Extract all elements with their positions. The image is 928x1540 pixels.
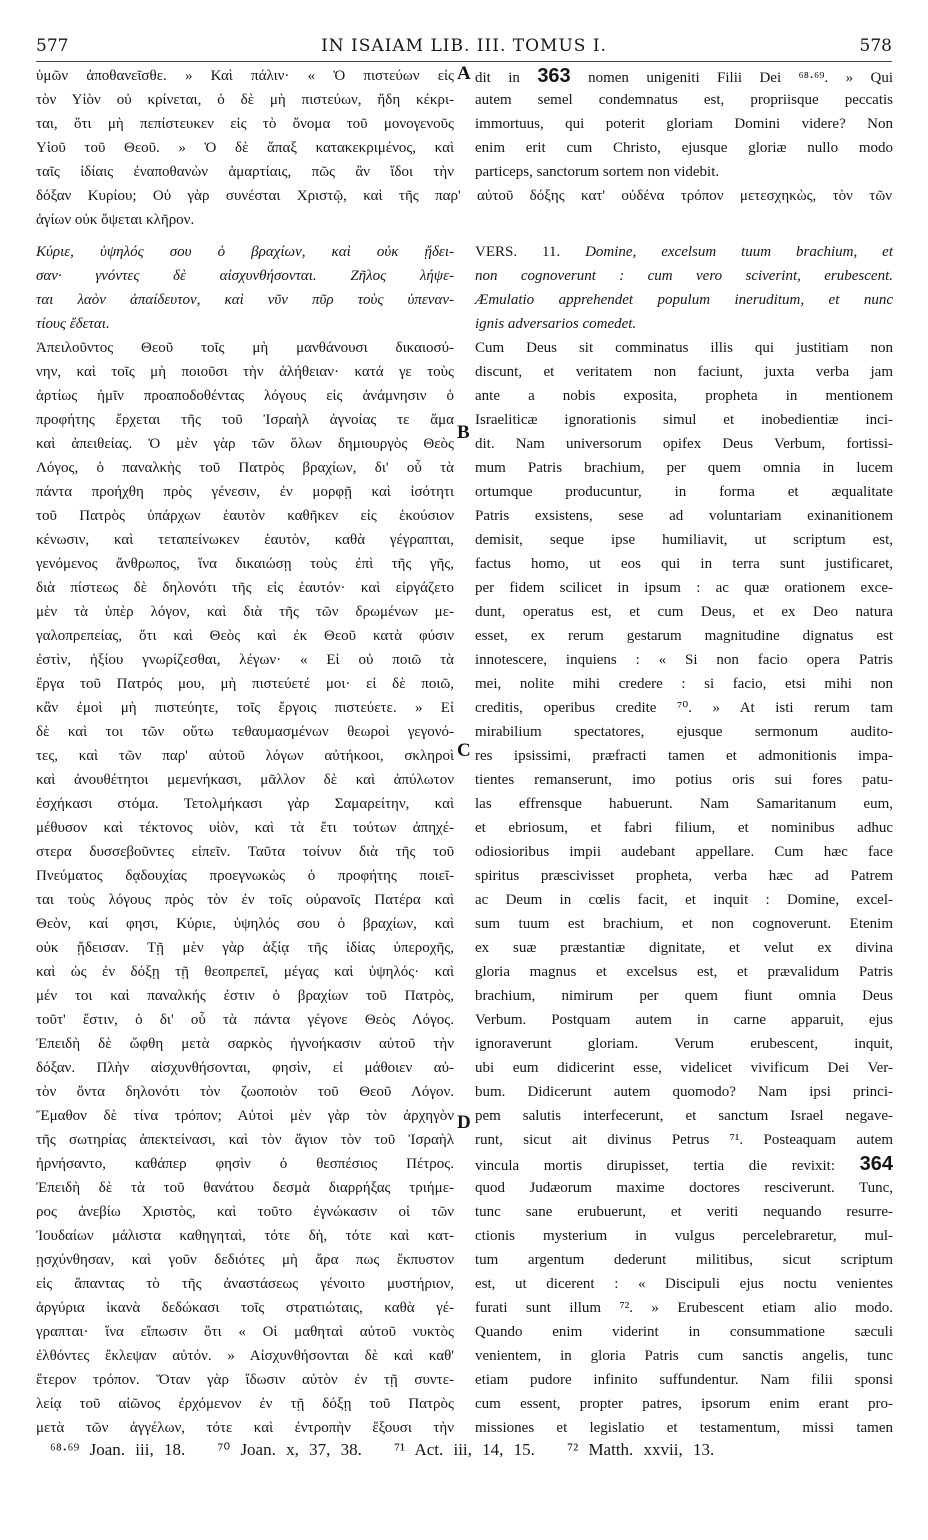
- latin-text-line: autem semel condemnatus est, propriisque peccatis: [475, 92, 893, 108]
- latin-text-line: ante a nobis exposita, propheta in mentionem: [475, 388, 893, 404]
- latin-text-line: pem salutis interfecerunt, et sanctum Israel negave-: [475, 1108, 893, 1124]
- latin-text-line: mum Patris brachium, per quem omnia in lucem: [475, 460, 893, 476]
- latin-text-fragment: dit in: [475, 70, 538, 86]
- latin-text-line: quod Judæorum maxime doctores resciverunt. Tunc,: [475, 1180, 893, 1196]
- greek-text-line: Ἀπειλοῦντος Θεοῦ τοῖς μὴ μανθάνουσι δικαιοσύ-: [36, 340, 454, 356]
- column-number: 364: [859, 1153, 893, 1175]
- greek-text-line: ται, ὅτι μὴ πεπίστευκεν εἰς τὸ ὄνομα τοῦ μονογενοῦς: [36, 116, 454, 132]
- latin-text-line: Cum Deus sit comminatus illis qui justitiam non: [475, 340, 893, 356]
- greek-text-line: ἐστὶν, ἠξίου γνωρίζεσθαι, λέγων· « Εἰ οὐ ποιῶ τὰ: [36, 652, 454, 668]
- greek-text-line: ρος ἀνεβίω Χριστὸς, καὶ τοῦτο ἐγνώκασιν οἱ τῶν: [36, 1204, 454, 1220]
- greek-text-line: γραπται· ἵνα εἴπωσιν ὅτι « Οἱ μαθηταὶ αὐτοῦ νυκτὸς: [36, 1324, 454, 1340]
- greek-text-line: στερα δυσσεβοῦντες εἰπεῖν. Ταῦτα τοίνυν διὰ τῆς τοῦ: [36, 844, 454, 860]
- latin-text-line: etiam pudore infinito suffundentur. Nam filii sponsi: [475, 1372, 893, 1388]
- latin-text-line: demisit, seque ipse humiliavit, ut scriptum est,: [475, 532, 893, 548]
- greek-text-line: τοῦ Πατρὸς ὑπάρχων ἑαυτὸν καθῆκεν εἰς ἑκούσιον: [36, 508, 454, 524]
- greek-text-line: Θεὸν, καί φησι, Κύριε, ὑψηλός σου ὁ βραχίων, καὶ: [36, 916, 454, 932]
- greek-text-line: εἰς ἅπαντας τὸ τῆς ἀναστάσεως γένοιτο μυστήριον,: [36, 1276, 454, 1292]
- page-number-left: 577: [36, 36, 69, 56]
- greek-text-line: μὲν τὰ ὑπὲρ λόγον, καὶ διὰ τῆς τῶν δρωμένων με-: [36, 604, 454, 620]
- greek-text-line: κἂν ἐμοὶ μὴ πιστεύητε, τοῖς ἔργοις πιστεύετε. » Εἰ: [36, 700, 454, 716]
- full-width-text-line: ἁγίων οὐκ ὄψεται κλῆρον.: [36, 212, 195, 228]
- greek-text-line: ἐλθόντες ἔκλεψαν αὐτόν. » Αἰσχυνθήσονται δὲ καὶ καθ': [36, 1348, 454, 1364]
- latin-text-line: ortumque producuntur, in forma et æqualitate: [475, 484, 893, 500]
- latin-text-line: Israeliticæ ignorationis simul et inobedientiæ inci-: [475, 412, 893, 428]
- latin-text-line: tientes remanserunt, imo potius oris sui fores patu-: [475, 772, 893, 788]
- greek-text-line: πάντα προήχθη πρὸς γένεσιν, ἐν μορφῇ καὶ ἰσότητι: [36, 484, 454, 500]
- greek-text-line: ται τοὺς λόγους πρὸς τὸν ἐν τοῖς οὐρανοῖς Πατέρα καὶ: [36, 892, 454, 908]
- greek-text-line: γαλοπρεπείας, ὅτι καὶ Θεὸς καὶ ἐκ Θεοῦ κατὰ φύσιν: [36, 628, 454, 644]
- latin-text-line: Patris exsistens, sese ad voluntariam exinanitionem: [475, 508, 893, 524]
- lemma-text: Domine, excelsum tuum brachium, et: [585, 244, 893, 260]
- greek-text-line: ἠρνήσαντο, καθάπερ φησὶν ὁ θεσπέσιος Πέτρος.: [36, 1156, 454, 1172]
- latin-text-line: sum tuum est brachium, et non cognoverunt. Etenim: [475, 916, 893, 932]
- greek-text-line: διὰ πίστεως δὲ δηλονότι τῆς εἰς ἑαυτόν· καὶ εἰργάζετο: [36, 580, 454, 596]
- greek-text-line: τῆς σωτηρίας ἀπεκτείνασι, καὶ τὸν ἅγιον τὸν τοῦ Ἰσραὴλ: [36, 1132, 454, 1148]
- latin-text-fragment: vincula mortis dirupisset, tertia die revixit:: [475, 1158, 860, 1174]
- latin-text-line: enim erit cum Christo, ejusque gloriæ nullo modo: [475, 140, 893, 156]
- latin-text-line: est, ut dicerent : « Discipuli ejus noctu venientes: [475, 1276, 893, 1292]
- latin-text-line: spiritus præscivisset propheta, verba hæc ad Patrem: [475, 868, 893, 884]
- latin-text-line: [475, 64, 893, 88]
- greek-text-line: Υἱοῦ τοῦ Θεοῦ. » Ὁ δὲ ἅπαξ κατακεκριμένος, καὶ: [36, 140, 454, 156]
- full-width-text-line: δόξαν Κυρίου; Οὐ γὰρ συνέσται Χριστῷ, καὶ τῆς παρ' αὐτοῦ δόξης κατ' οὐδένα τρόπον μετεσχηκὼς, τὸν τῶν: [36, 188, 892, 204]
- latin-text-line: mirabilium spectatores, ejusque sermonum audito-: [475, 724, 893, 740]
- latin-text-line: ubi eum didicerint esse, videlicet vivificum Dei Ver-: [475, 1060, 893, 1076]
- latin-text-line: Verbum. Postquam autem in carne apparuit, ejus: [475, 1012, 893, 1028]
- latin-text-line: las effrensque habuerunt. Nam Samaritanum eum,: [475, 796, 893, 812]
- greek-text-line: κένωσιν, καὶ τεταπείνωκεν ἑαυτὸν, καθὰ γέγραπται,: [36, 532, 454, 548]
- footnote: ⁷² Matth. xxvii, 13.: [567, 1440, 715, 1459]
- greek-text-line: Ἐπειδὴ δὲ ὤφθη μετὰ σαρκὸς ἠγνοήκασιν αὐτοῦ τὴν: [36, 1036, 454, 1052]
- greek-text-line: ἔργα τοῦ Πατρός μου, μὴ πιστεύετέ μοι· εἰ δὲ ποιῶ,: [36, 676, 454, 692]
- greek-text-line: ῃσχύνθησαν, καὶ γοῦν δεδιότες μὴ ἄρα πως ἔκπυστον: [36, 1252, 454, 1268]
- latin-text-line: ac Deum in cœlis facit, et inquit : Domine, excel-: [475, 892, 893, 908]
- margin-marker-c: C: [457, 740, 471, 761]
- latin-lemma-line: ignis adversarios comedet.: [475, 316, 637, 332]
- latin-text-line: tunc sane erubuerunt, et veriti nequando resurre-: [475, 1204, 893, 1220]
- greek-text-line: ἀρτίως ἡμῖν προαποδοθέντας λόγους εἰς ἀνάμνησιν ὁ: [36, 388, 454, 404]
- latin-text-line: discunt, et veritatem non faciunt, juxta verba jam: [475, 364, 893, 380]
- latin-lemma-line: non cognoverunt : cum vero sciverint, erubescent.: [475, 268, 893, 284]
- footnote: ⁶⁸·⁶⁹ Joan. iii, 18.: [50, 1440, 186, 1459]
- greek-text-line: Ἐπειδὴ δὲ τὰ τοῦ θανάτου δεσμὰ διαρρήξας τριήμε-: [36, 1180, 454, 1196]
- greek-text-line: μέν τοι καὶ παναλκής ἐστιν ὁ βραχίων τοῦ Πατρὸς,: [36, 988, 454, 1004]
- margin-marker-a: A: [457, 63, 471, 84]
- latin-text-line: dunt, operatus est, et cum Deus, et ex Deo natura: [475, 604, 893, 620]
- latin-text-line: factus homo, ut eos qui in terra sunt justificaret,: [475, 556, 893, 572]
- latin-text-line: [475, 1152, 893, 1176]
- greek-text-line: Ἰουδαίων μάλιστα καθηγηταὶ, τότε δὴ, τότε καὶ κατ-: [36, 1228, 454, 1244]
- latin-text-line: cum essent, propter patres, ipsorum enim erant pro-: [475, 1396, 893, 1412]
- latin-text-line: brachium, nimirum per quem fiunt omnia Deus: [475, 988, 893, 1004]
- greek-text-line: καὶ ὡς ἐν δόξῃ τῇ θεοπρεπεῖ, μέγας καὶ ὑψηλός· καὶ: [36, 964, 454, 980]
- latin-text-fragment: nomen unigeniti Filii Dei ⁶⁸·⁶⁹. » Qui: [570, 70, 893, 86]
- greek-text-line: οὐκ ᾔδεισαν. Τῇ μὲν γὰρ ἀξίᾳ τῆς ἰδίας ὑπεροχῆς,: [36, 940, 454, 956]
- margin-marker-d: D: [457, 1112, 471, 1133]
- greek-text-line: μέθυσον καὶ τέκτονος υἱὸν, καὶ τὰ ἔτι τούτων ἀπηχέ-: [36, 820, 454, 836]
- latin-lemma-line: [475, 240, 893, 264]
- latin-text-line: ex suæ præstantiæ dignitate, et velut ex divina: [475, 940, 893, 956]
- greek-text-line: ταῖς ἰδίαις ἐναποθανὼν ἁμαρτίαις, πῶς ἂν ἴδοι τὴν: [36, 164, 454, 180]
- latin-text-line: dit. Nam universorum opifex Deus Verbum, fortissi-: [475, 436, 893, 452]
- footnotes: [50, 1440, 736, 1460]
- latin-text-line: missiones et legislatio et testamentum, missi tamen: [475, 1420, 893, 1436]
- verse-label: VERS. 11.: [475, 244, 586, 260]
- column-number: 363: [537, 65, 571, 87]
- latin-text-line: mei, nolite mihi credere : si facio, etsi mihi non: [475, 676, 893, 692]
- header-rule: [36, 61, 892, 62]
- greek-text-line: Λόγος, ὁ παναλκὴς τοῦ Πατρὸς βραχίων, δι' οὗ τὰ: [36, 460, 454, 476]
- greek-text-line: Κύριε, ὑψηλός σου ὁ βραχίων, καὶ οὐκ ᾔδει-: [36, 244, 454, 260]
- greek-text-line: Ἔμαθον δὲ τίνα τρόπον; Αὐτοὶ μὲν γὰρ τὸν ἀρχηγὸν: [36, 1108, 454, 1124]
- latin-text-line: per fidem scilicet in ipsum : ac quæ orationem exce-: [475, 580, 893, 596]
- latin-text-line: furati sunt illum ⁷². » Erubescent etiam alio modo.: [475, 1300, 893, 1316]
- greek-text-line: Πνεύματος δᾳδουχίας προεγνωκὼς ὁ προφήτης ποιεῖ-: [36, 868, 454, 884]
- greek-text-line: τοῦτ' ἔστιν, ὁ δι' οὗ τὰ πάντα γέγονε Θεὸς Λόγος.: [36, 1012, 454, 1028]
- greek-text-line: τες, καὶ τῶν παρ' αὐτοῦ λόγων αὐτήκοοι, σκληροὶ: [36, 748, 454, 764]
- greek-text-line: καὶ ἀνουθέτητοι μεμενήκασι, μᾶλλον δὲ καὶ ἀπύλωτον: [36, 772, 454, 788]
- greek-text-line: ται λαὸν ἀπαίδευτον, καὶ νῦν πῦρ τοὺς ὑπεναν-: [36, 292, 454, 308]
- greek-text-line: λείᾳ τοῦ αἰῶνος ἐρχόμενον ἐν τῇ δόξῃ τοῦ Πατρὸς: [36, 1396, 454, 1412]
- latin-text-line: innotescere, inquiens : « Si non facio opera Patris: [475, 652, 893, 668]
- greek-text-line: τὸν ὄντα δηλονότι τὸν ζωοποιὸν τοῦ Θεοῦ Λόγον.: [36, 1084, 454, 1100]
- page-number-right: 578: [859, 36, 892, 56]
- latin-text-line: tum argentum dederunt militibus, sicut scriptum: [475, 1252, 893, 1268]
- latin-text-line: bum. Didicerunt autem quomodo? Nam ipsi princi-: [475, 1084, 893, 1100]
- greek-text-line: ὑμῶν ἀποθανεῖσθε. » Καὶ πάλιν· « Ὁ πιστεύων εἰς: [36, 68, 454, 84]
- latin-text-line: venientem, in gloria Patris cum sanctis angelis, tunc: [475, 1348, 893, 1364]
- greek-text-line: ἐσχήκασι στόμα. Τετολμήκασι γὰρ Σαμαρείτην, καὶ: [36, 796, 454, 812]
- latin-text-line: esset, ex rerum gestarum magnitudine dignatus est: [475, 628, 893, 644]
- greek-text-line: δόξαν. Πλὴν αἰσχυνθήσονται, φησὶν, εἰ μάθοιεν αὐ-: [36, 1060, 454, 1076]
- greek-text-line: ἀργύρια ἱκανὰ δεδώκασι τοῖς στρατιώταις, καθὰ γέ-: [36, 1300, 454, 1316]
- running-title: IN ISAIAM LIB. III. TOMUS I.: [321, 36, 607, 56]
- margin-marker-b: B: [457, 422, 470, 443]
- latin-text-line: Quando enim viderint in consummatione sæculi: [475, 1324, 893, 1340]
- greek-text-line: δὲ καὶ τοι τῶν οὕτω τεθαυμασμένων θεωροὶ γεγονό-: [36, 724, 454, 740]
- latin-text-line: odiosioribus impii audebant appellare. Cum hæc face: [475, 844, 893, 860]
- running-header: [36, 36, 892, 60]
- greek-text-line: μετὰ τῶν ἀγγέλων, τότε καὶ ἐντροπὴν ἕξουσι τὴν: [36, 1420, 454, 1436]
- latin-text-line: ignoraverunt gloriam. Verum erubescent, inquit,: [475, 1036, 893, 1052]
- latin-text-line: creditis, operibus credite ⁷⁰. » At isti rerum tam: [475, 700, 893, 716]
- greek-text-line: ἕτερον τρόπον. Ὅταν γὰρ ἴδωσιν αὐτὸν ἐν τῇ συντε-: [36, 1372, 454, 1388]
- footnote: ⁷⁰ Joan. x, 37, 38.: [217, 1440, 362, 1459]
- latin-text-line: immortuus, qui poterit gloriam Domini videre? Non: [475, 116, 893, 132]
- latin-text-line: gloria magnus et excelsus est, et prævalidum Patris: [475, 964, 893, 980]
- greek-text-line: γενόμενος ἄνθρωπος, ἵνα δικαιώσῃ τοὺς ἐπὶ τῆς γῆς,: [36, 556, 454, 572]
- latin-lemma-line: Æmulatio apprehendet populum ineruditum, et nunc: [475, 292, 893, 308]
- latin-text-line: et ebriosum, et fabri filium, et nominibus adhuc: [475, 820, 893, 836]
- greek-text-line: τὸν Υἱὸν οὐ κρίνεται, ὁ δὲ μὴ πιστεύων, ἤδη κέκρι-: [36, 92, 454, 108]
- latin-text-line: ctionis mysterium in vulgus percelebraretur, mul-: [475, 1228, 893, 1244]
- greek-text-line: τίους ἔδεται.: [36, 316, 110, 332]
- greek-text-line: σαν· γνόντες δὲ αἰσχυνθήσονται. Ζῆλος λήψε-: [36, 268, 454, 284]
- latin-text-line: particeps, sanctorum sortem non videbit.: [475, 164, 720, 180]
- footnote: ⁷¹ Act. iii, 14, 15.: [394, 1440, 535, 1459]
- latin-text-line: runt, sicut ait divinus Petrus ⁷¹. Posteaquam autem: [475, 1132, 893, 1148]
- greek-text-line: προφήτης ἔρχεται τῆς τοῦ Ἰσραὴλ ἀγνοίας τε ἅμα: [36, 412, 454, 428]
- greek-text-line: νην, καὶ τοῖς μὴ ποιοῦσι τὴν ἀλήθειαν· κατά γε τοὺς: [36, 364, 454, 380]
- greek-text-line: καὶ ἀπειθείας. Ὁ μὲν γὰρ τῶν ὅλων δημιουργὸς Θεὸς: [36, 436, 454, 452]
- latin-text-line: res ipsissimi, præfracti tamen et admonitionis impa-: [475, 748, 893, 764]
